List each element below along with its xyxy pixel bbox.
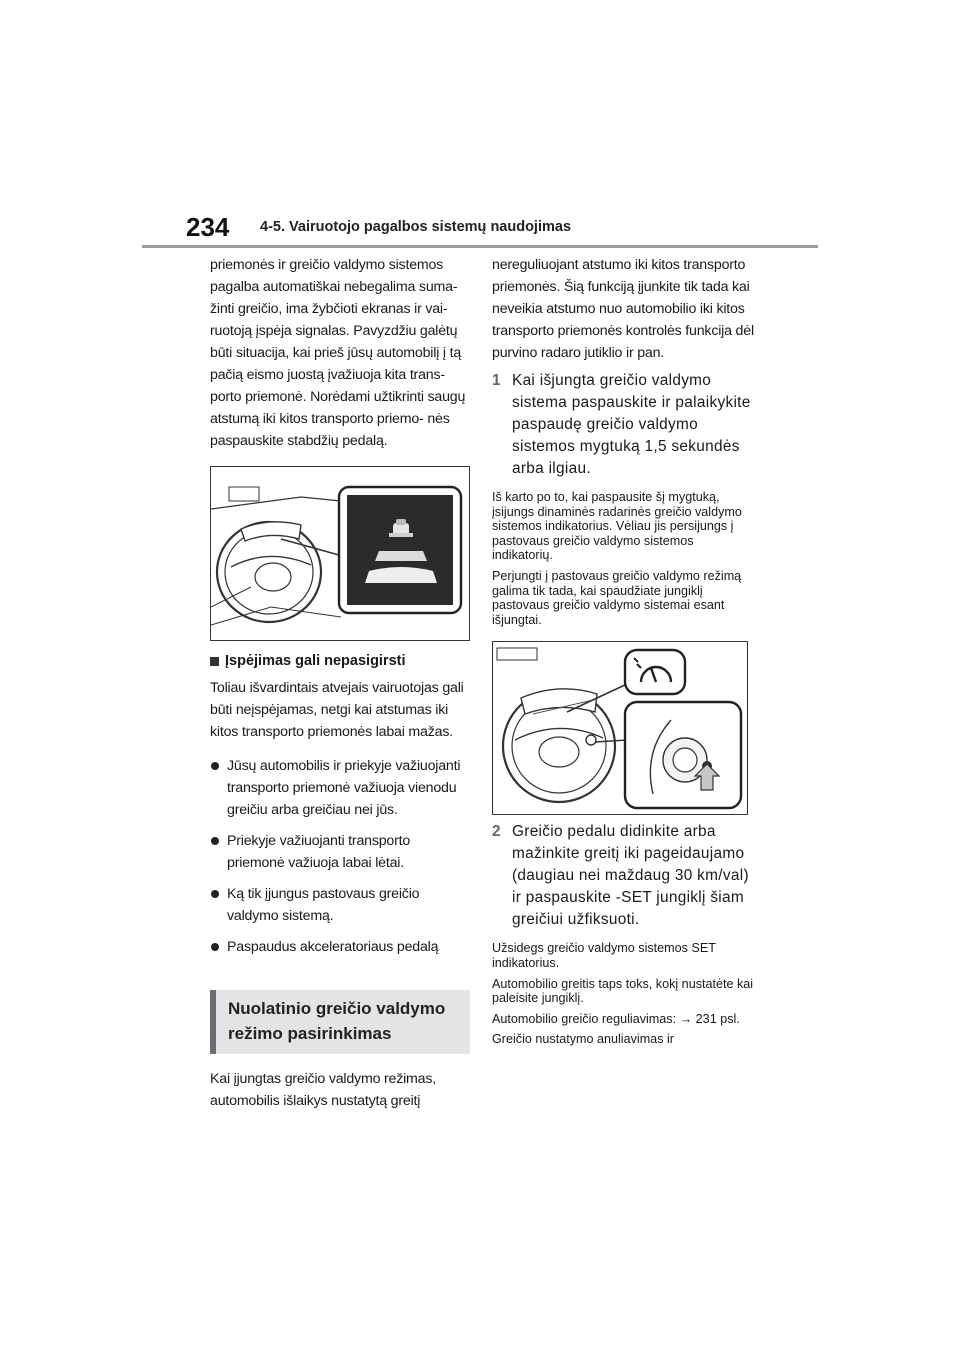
warning-subheading — [210, 653, 470, 669]
note-indicator-switch: Iš karto po to, kai paspausite šį mygtuką, įsijungs dinaminės radarinės greičio valdymo sistemos indikatorius. Vėliau jis persijungs į pastovaus greičio valdymo sistemos indikatorių. — [492, 490, 742, 563]
left-closing-paragraph: Kai įjungtas greičio valdymo režimas, automobilis išlaikys nustatytą greitį — [210, 1071, 437, 1109]
bullet-dot-icon — [211, 762, 219, 770]
note-speed-adjustment: Automobilio greičio reguliavimas: → 231 psl. — [492, 1011, 740, 1026]
list-item — [210, 936, 470, 958]
section-title: 4-5. Vairuotojo pagalbos sistemų naudojimas — [260, 219, 572, 235]
left-intro-paragraph: priemonės ir greičio valdymo sistemos pagalba automatiškai nebegalima suma- žinti greičio, ima žybčioti ekranas ir vai- ruotoją įspėja signalas. Pavyzdžiu galėtų būti situacija, kai prieš jūsų automobilį į tą pačią eismo juostą įvažiuoja kita trans- porto priemonė. Norėdami užtikrinti saugų atstumą iki kitos transporto priemo- nės paspauskite stabdžių pedalą. — [210, 257, 466, 449]
warning-subheading-text: Įspėjimas gali nepasigirsti — [225, 653, 406, 669]
page-number: 234 — [186, 212, 230, 242]
list-item-text: Ką tik įjungus pastovaus greičio valdymo sistemą. — [227, 886, 420, 924]
step-1-text: Kai išjungta greičio valdymo sistema paspauskite ir palaikykite paspaudę greičio valdymo sistemos mygtuką 1,5 sekundės arba ilgiau. — [512, 372, 751, 477]
square-marker-icon — [210, 657, 219, 666]
right-intro-paragraph: nereguliuojant atstumo iki kitos transporto priemonės. Šią funkciją įjunkite tik tada kai neveikia atstumo nuo automobilio iki kitos transporto priemonės kontrolės funkcija dėl purvino radaro jutiklio ir pan. — [492, 257, 754, 361]
list-item — [210, 883, 470, 927]
warning-subheading-paragraph: Toliau išvardintais atvejais vairuotojas gali būti neįspėjamas, netgi kai atstumas iki kitos transporto priemonės labai mažas. — [210, 680, 464, 740]
step-2-text: Greičio pedalu didinkite arba mažinkite greitį iki pageidaujamo (daugiau nei maždaug 30 km/val) ir paspauskite -SET jungiklį šiam greičiui užfiksuoti. — [512, 823, 749, 929]
right-column — [492, 254, 754, 1053]
step-1 — [492, 370, 754, 480]
note-set-indicator: Užsidegs greičio valdymo sistemos SET indikatorius. — [492, 941, 716, 970]
constant-speed-mode-heading: Nuolatinio greičio valdymo režimo pasirinkimas — [210, 990, 470, 1054]
list-item-text: Paspaudus akceleratoriaus pedalą — [227, 939, 439, 955]
warning-conditions-list — [210, 755, 470, 958]
page-header — [0, 0, 960, 250]
cruise-button-illustration — [492, 641, 748, 815]
note-speed-fixed: Automobilio greitis taps toks, kokį nustatėte kai paleisite jungiklį. — [492, 976, 754, 1006]
left-column — [210, 254, 470, 1122]
dashboard-warning-figure — [211, 467, 469, 640]
bullet-dot-icon — [211, 943, 219, 951]
warning-display-illustration — [210, 466, 470, 641]
list-item — [210, 830, 470, 874]
list-item-text: Jūsų automobilis ir priekyje važiuojanti transporto priemonė važiuoja vienodu greičiu arba greičiau nei jūs. — [227, 758, 461, 818]
list-item — [210, 755, 470, 821]
steering-switch-figure — [493, 642, 747, 814]
step-2 — [492, 821, 754, 931]
step-1-number: 1 — [492, 372, 501, 389]
bullet-dot-icon — [211, 890, 219, 898]
note-cancel-speed: Greičio nustatymo anuliavimas ir — [492, 1032, 674, 1047]
bullet-dot-icon — [211, 837, 219, 845]
list-item-text: Priekyje važiuojanti transporto priemonė važiuoja labai lėtai. — [227, 833, 411, 871]
note-switch-condition: Perjungti į pastovaus greičio valdymo režimą galima tik tada, kai spaudžiate jungiklį pastovaus greičio valdymo sistemai esant išjungtai. — [492, 568, 742, 627]
header-divider — [142, 245, 818, 248]
step-2-number: 2 — [492, 823, 501, 841]
